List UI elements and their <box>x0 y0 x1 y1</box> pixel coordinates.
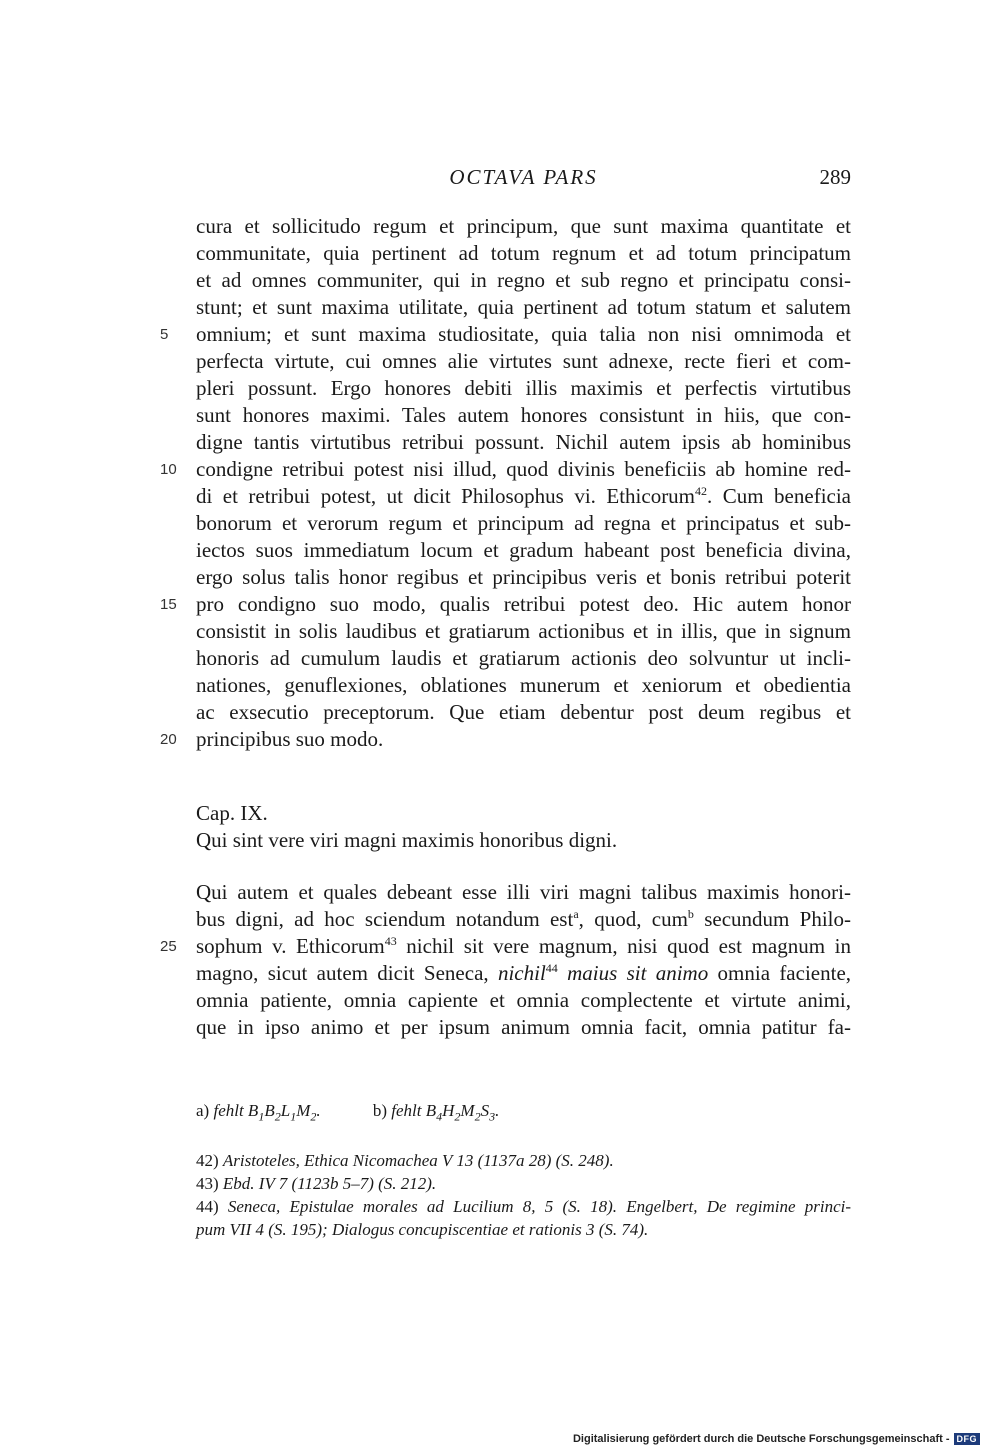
critical-apparatus <box>196 1099 547 1123</box>
text-line <box>196 402 851 429</box>
line-text: omnia faciente, <box>708 961 852 985</box>
text-line <box>196 1014 851 1041</box>
footnote-number: 43) <box>196 1174 219 1193</box>
text-line <box>196 645 851 672</box>
chapter-heading <box>196 800 851 854</box>
line-text: , quod, cum <box>578 907 688 931</box>
line-number: 5 <box>160 326 169 343</box>
footnote-text: Seneca, Epistulae morales ad Lucilium 8, 5 (S. 18). Engelbert, De regimine princi- <box>227 1197 852 1216</box>
chapter-number: Cap. IX. <box>196 801 268 825</box>
text-line <box>196 294 851 321</box>
footnote-44 <box>196 1195 851 1218</box>
text-line <box>160 321 851 348</box>
line-text: bonorum et verorum regum et principum ad regna et principatus et sub- <box>196 511 851 535</box>
line-number: 20 <box>160 731 177 748</box>
line-number: 25 <box>160 938 177 955</box>
footnote-43 <box>196 1172 851 1195</box>
chapter-text <box>160 879 852 1041</box>
text-line <box>196 987 851 1014</box>
footnote-ref-44[interactable]: 44 <box>545 961 558 975</box>
apparatus-label: a) <box>196 1101 210 1120</box>
footnote-text: Aristoteles, Ethica Nicomachea V 13 (1137a 28) (S. 248). <box>222 1151 614 1170</box>
apparatus-ref-a[interactable]: a <box>573 907 579 921</box>
line-text: pleri possunt. Ergo honores debiti illis maximis et perfectis virtutibus <box>196 376 851 400</box>
line-text: sunt honores maximi. Tales autem honores consistunt in hiis, que con- <box>196 403 851 427</box>
line-text: communitate, quia pertinent ad totum regnum et ad totum principatum <box>196 241 851 265</box>
text-line <box>196 213 851 240</box>
text-line <box>160 456 851 483</box>
text-line <box>196 618 851 645</box>
line-text: magno, sicut autem dicit Seneca, <box>196 961 498 985</box>
line-text: secundum Philo- <box>693 907 851 931</box>
line-text: sophum v. Ethicorum <box>196 934 385 958</box>
text-line <box>196 879 851 906</box>
line-text: di et retribui potest, ut dicit Philosophus vi. Ethicorum <box>196 484 696 508</box>
line-text: perfecta virtute, cui omnes alie virtutes sunt adnexe, recte fieri et com- <box>196 349 851 373</box>
line-number: 10 <box>160 461 177 478</box>
text-line <box>196 960 851 987</box>
text-line <box>196 429 851 456</box>
line-text: bus digni, ad hoc sciendum notandum est <box>196 907 574 931</box>
apparatus-note-b: b) fehlt $B_4H_2M_2S_3$. <box>372 1101 500 1124</box>
apparatus-label: b) <box>372 1101 388 1120</box>
text-line <box>160 726 851 753</box>
line-text: cura et sollicitudo regum et principum, que sunt maxima quantitate et <box>196 214 851 238</box>
text-line <box>196 483 851 510</box>
page-number: 289 <box>819 165 851 189</box>
credit-text: Digitalisierung gefördert durch die Deutsche Forschungsgemeinschaft - <box>572 1433 950 1445</box>
line-text: omnia patiente, omnia capiente et omnia complectente et virtute animi, <box>196 988 851 1012</box>
line-text: omnium; et sunt maxima studiositate, quia talia non nisi omnimoda et <box>196 322 851 346</box>
text-line <box>196 240 851 267</box>
text-line <box>196 699 851 726</box>
text-line <box>196 510 851 537</box>
line-text: nichil sit vere magnum, nisi quod est magnum in <box>396 934 851 958</box>
footnote-number: 44) <box>196 1197 219 1216</box>
footnote-44-continued <box>196 1218 851 1241</box>
text-line <box>196 564 851 591</box>
footnote-text: Ebd. IV 7 (1123b 5–7) (S. 212). <box>222 1174 437 1193</box>
footnote-ref-43[interactable]: 43 <box>384 934 397 948</box>
line-text: . Cum beneficia <box>707 484 851 508</box>
line-text: que in ipso animo et per ipsum animum omnia facit, omnia patitur fa- <box>196 1015 851 1039</box>
footnote-text: pum VII 4 (S. 195); Dialogus concupiscentiae et rationis 3 (S. 74). <box>196 1220 649 1239</box>
text-line <box>196 906 851 933</box>
line-text: nationes, genuflexiones, oblationes munerum et xeniorum et obedientia <box>196 673 851 697</box>
line-text: et ad omnes communiter, qui in regno et sub regno et principatu consi- <box>196 268 851 292</box>
line-text: condigne retribui potest nisi illud, quod divinis beneficiis ab homine red- <box>196 457 851 481</box>
running-head <box>196 165 851 195</box>
text-line <box>196 348 851 375</box>
line-text: iectos suos immediatum locum et gradum habeant post beneficia divina, <box>196 538 851 562</box>
apparatus-note-a: a) fehlt $B_1B_2L_1M_2$. <box>196 1101 321 1124</box>
footnote-number: 42) <box>196 1151 219 1170</box>
apparatus-ref-b[interactable]: b <box>687 907 694 921</box>
line-text: ergo solus talis honor regibus et principibus veris et bonis retribui poterit <box>196 565 851 589</box>
text-line <box>196 375 851 402</box>
line-text: pro condigno suo modo, qualis retribui potest deo. Hic autem honor <box>196 592 851 616</box>
quotation-text: nichil <box>497 961 546 985</box>
line-text: Qui autem et quales debeant esse illi viri magni talibus maximis honori- <box>196 880 851 904</box>
text-line <box>196 537 851 564</box>
quotation-text: maius sit animo <box>557 961 709 985</box>
line-number: 15 <box>160 596 177 613</box>
text-line <box>196 267 851 294</box>
line-text: consistit in solis laudibus et gratiarum actionibus et in illis, que in signum <box>196 619 851 643</box>
line-text: honoris ad cumulum laudis et gratiarum actionis deo solvuntur ut incli- <box>196 646 851 670</box>
text-line <box>160 933 851 960</box>
body-text <box>160 213 851 753</box>
footnote-42 <box>196 1149 851 1172</box>
running-title: OCTAVA PARS <box>449 165 598 189</box>
line-text: principibus suo modo. <box>196 727 384 751</box>
line-text: ac exsecutio preceptorum. Que etiam debentur post deum regibus et <box>196 700 851 724</box>
line-text: stunt; et sunt maxima utilitate, quia pertinent ad totum statum et salutem <box>196 295 851 319</box>
chapter-title: Qui sint vere viri magni maximis honoribus digni. <box>196 828 618 852</box>
text-line <box>160 591 851 618</box>
digitization-credit <box>573 1433 980 1445</box>
footnote-ref-42[interactable]: 42 <box>695 484 708 498</box>
text-line <box>196 672 851 699</box>
dfg-logo: DFG <box>954 1433 981 1445</box>
footnotes <box>196 1149 851 1241</box>
line-text: digne tantis virtutibus retribui possunt. Nichil autem ipsis ab hominibus <box>196 430 851 454</box>
